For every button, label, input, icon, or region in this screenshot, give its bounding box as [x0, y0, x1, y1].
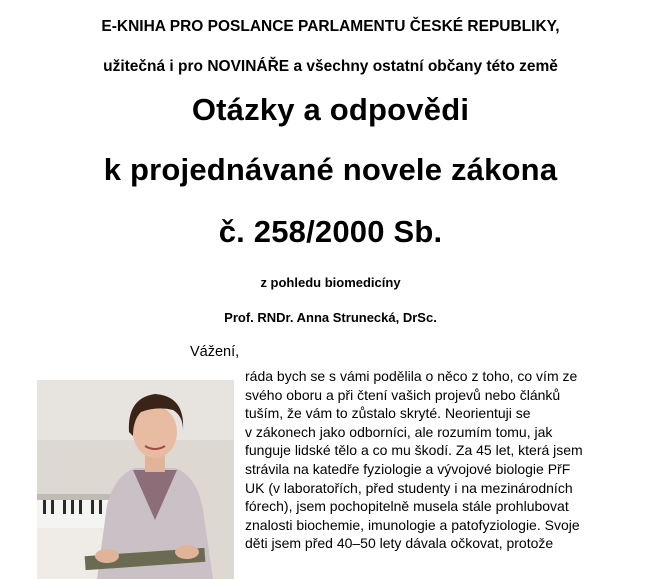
letter-body: [245, 367, 648, 553]
letter-line: funguje lidské tělo a co mu škodí. Za 45 let, která jsem: [245, 442, 583, 459]
title-line-1: Otázky a odpovědi: [191, 92, 470, 127]
subtitle: z pohledu biomedicíny: [260, 275, 401, 290]
letter-line: tuším, že vám to zůstalo skryté. Neorientuji se: [245, 405, 531, 422]
letter-line: UK (v laboratořích, před studenty i na mezinárodních: [245, 479, 573, 496]
salutation: Vážení,: [190, 344, 240, 360]
header-line-2: užitečná i pro NOVINÁŘE a všechny ostatní občany této země: [103, 58, 558, 75]
letter-line: ráda bych se s vámi podělila o něco z toho, co vím ze: [245, 368, 578, 384]
title-line-3: č. 258/2000 Sb.: [218, 214, 443, 249]
header-line-1: E-KNIHA PRO POSLANCE PARLAMENTU ČESKÉ REPUBLIKY,: [101, 18, 560, 35]
letter-line: děti jsem před 40–50 lety dávala očkovat, protože: [245, 535, 554, 552]
author-name: Prof. RNDr. Anna Strunecká, DrSc.: [224, 310, 437, 325]
letter-line: v zákonech jako odborníci, ale rozumím tomu, jak: [245, 423, 553, 440]
letter-line: fórech), jsem pochopitelně musela stále prohlubovat: [245, 498, 569, 515]
letter-line: svého oboru a při čtení vašich projevů nebo článků: [245, 386, 561, 403]
letter-line: strávila na katedře fyziologie a vývojové biologie PřF: [245, 460, 571, 477]
letter-line: znalosti biochemie, imunologie a patofyziologie. Svoje: [245, 516, 580, 533]
author-photo: [37, 380, 234, 579]
title-line-2: k projednávané novele zákona: [103, 152, 558, 187]
